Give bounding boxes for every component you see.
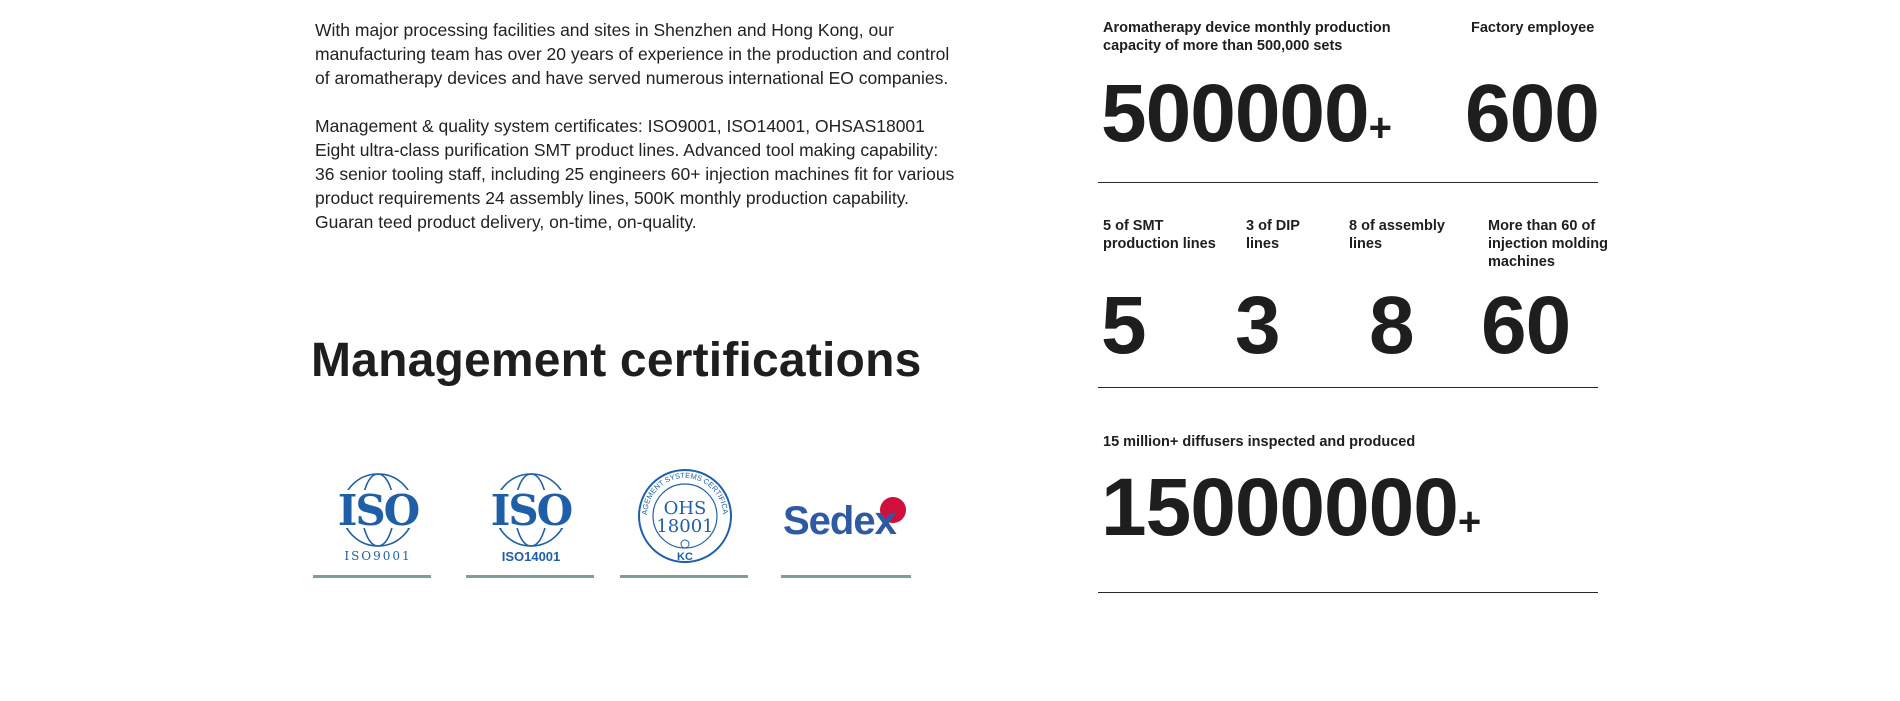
capacity-label: Aromatherapy device monthly production capacity of more than 500,000 sets	[1103, 20, 1391, 54]
ohs-center-text: OHS	[663, 498, 707, 519]
intro-paragraph-2: Management & quality system certificates: ISO9001, ISO14001, OHSAS18001 Eight ultra-class purification SMT product lines. Advanced tool making capability: 36 senior tooling staff, including 25 engineers 60+ injection machines fit for various product requirements 24 assembly lines, 500K monthly production capability. Guaran teed product delivery, on-time, on-quality.	[315, 116, 955, 232]
certifications-title: Management certifications	[311, 334, 922, 387]
divider-2	[1098, 387, 1598, 388]
iso9001-caption: ISO9001	[344, 549, 412, 563]
ohsas18001-logo	[620, 468, 748, 578]
svg-text:ISO: ISO	[337, 486, 419, 535]
injection-value: 60	[1481, 280, 1571, 371]
diffusers-number: 15000000	[1101, 462, 1458, 553]
ohs-ring-text: AGEMENT SYSTEMS CERTIFICA	[639, 470, 730, 516]
diffusers-label: 15 million+ diffusers inspected and produced	[1103, 434, 1416, 450]
iso-globe-icon	[466, 468, 596, 568]
svg-text:ISO: ISO	[490, 486, 572, 535]
smt-label: 5 of SMT production lines	[1103, 218, 1216, 252]
logo-underline	[313, 575, 431, 578]
divider-3	[1098, 592, 1598, 593]
iso14001-caption: ISO14001	[501, 549, 561, 564]
dip-label: 3 of DIP lines	[1246, 218, 1300, 252]
sedex-logo-icon	[781, 468, 911, 568]
employees-value: 600	[1465, 68, 1599, 159]
sedex-logo	[781, 468, 911, 578]
intro-paragraph-1: With major processing facilities and sites in Shenzhen and Hong Kong, our manufacturing team has over 20 years of experience in the production and control of aromatherapy devices and have served numerous international EO companies.	[315, 20, 950, 88]
logo-underline	[620, 575, 748, 578]
employees-label: Factory employee	[1471, 20, 1595, 36]
capacity-number: 500000	[1101, 68, 1369, 159]
intro-text	[315, 18, 1015, 234]
iso14001-logo	[466, 468, 594, 578]
iso9001-logo	[313, 468, 431, 578]
iso-globe-icon	[313, 468, 443, 568]
capacity-value	[1101, 68, 1392, 159]
ohs-number-text: 18001	[656, 516, 714, 537]
diffusers-value	[1101, 462, 1482, 553]
assembly-value: 8	[1369, 280, 1414, 371]
ohs-seal-icon	[620, 468, 750, 568]
injection-label: More than 60 of injection molding machines	[1488, 218, 1609, 270]
divider-1	[1098, 182, 1598, 183]
capacity-suffix: +	[1368, 106, 1392, 150]
diffusers-suffix: +	[1457, 500, 1482, 544]
logo-underline	[466, 575, 594, 578]
smt-value: 5	[1101, 280, 1146, 371]
dip-value: 3	[1235, 280, 1280, 371]
sedex-text: Sedex	[783, 499, 896, 543]
logo-underline	[781, 575, 911, 578]
ohs-caption: KC	[677, 551, 693, 563]
assembly-label: 8 of assembly lines	[1349, 218, 1445, 252]
